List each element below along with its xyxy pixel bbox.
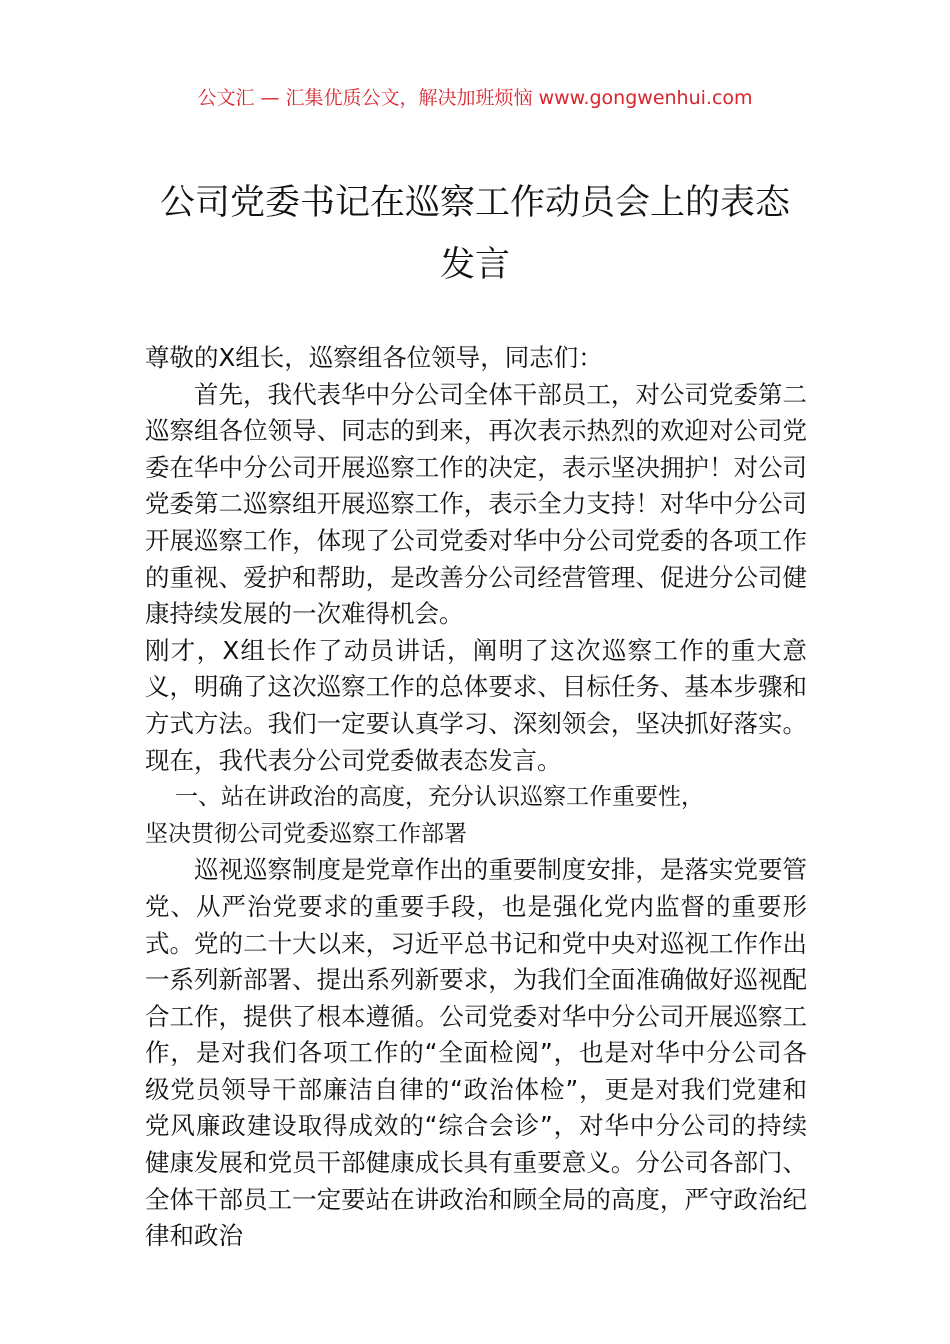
header-banner: 公文汇 — 汇集优质公文，解决加班烦恼 www.gongwenhui.com xyxy=(197,87,753,109)
paragraph-2: 刚才，X组长作了动员讲话，阐明了这次巡察工作的重大意义，明确了这次巡察工作的总体要求、目标任务、基本步骤和方式方法。我们一定要认真学习、深刻领会，坚决抓好落实。现在，我代表分公司党委做表态发言。 xyxy=(145,635,807,775)
section-heading-1-line-2: 坚决贯彻公司党委巡察工作部署 xyxy=(145,820,467,847)
section-heading-1 xyxy=(145,779,807,852)
document-body xyxy=(145,340,807,1255)
title-line-1: 公司党委书记在巡察工作动员会上的表态 xyxy=(159,183,790,223)
paragraph-3: 巡视巡察制度是党章作出的重要制度安排，是落实党要管党、从严治党要求的重要手段，也是强化党内监督的重要形式。党的二十大以来，习近平总书记和党中央对巡视工作作出一系列新部署、提出系列新要求，为我们全面准确做好巡视配合工作，提供了根本遵循。公司党委对华中分公司开展巡察工作，是对我们各项工作的“全面检阅”，也是对华中分公司各级党员领导干部廉洁自律的“政治体检”，更是对我们党建和党风廉政建设取得成效的“综合会诊”，对华中分公司的持续健康发展和党员干部健康成长具有重要意义。分公司各部门、全体干部员工一定要站在讲政治和顾全局的高度，严守政治纪律和政治 xyxy=(145,855,807,1251)
salutation: 尊敬的X组长，巡察组各位领导，同志们： xyxy=(145,343,603,372)
document-title xyxy=(100,172,850,296)
title-line-2: 发言 xyxy=(439,245,510,285)
paragraph-1: 首先，我代表华中分公司全体干部员工，对公司党委第二巡察组各位领导、同志的到来，再次表示热烈的欢迎对公司党委在华中分公司开展巡察工作的决定，表示坚决拥护！对公司党委第二巡察组开展巡察工作，表示全力支持！对华中分公司开展巡察工作，体现了公司党委对华中分公司党委的各项工作的重视、爱护和帮助，是改善分公司经营管理、促进分公司健康持续发展的一次难得机会。 xyxy=(145,379,807,629)
section-heading-1-line-1: 一、站在讲政治的高度，充分认识巡察工作重要性， xyxy=(175,784,704,811)
